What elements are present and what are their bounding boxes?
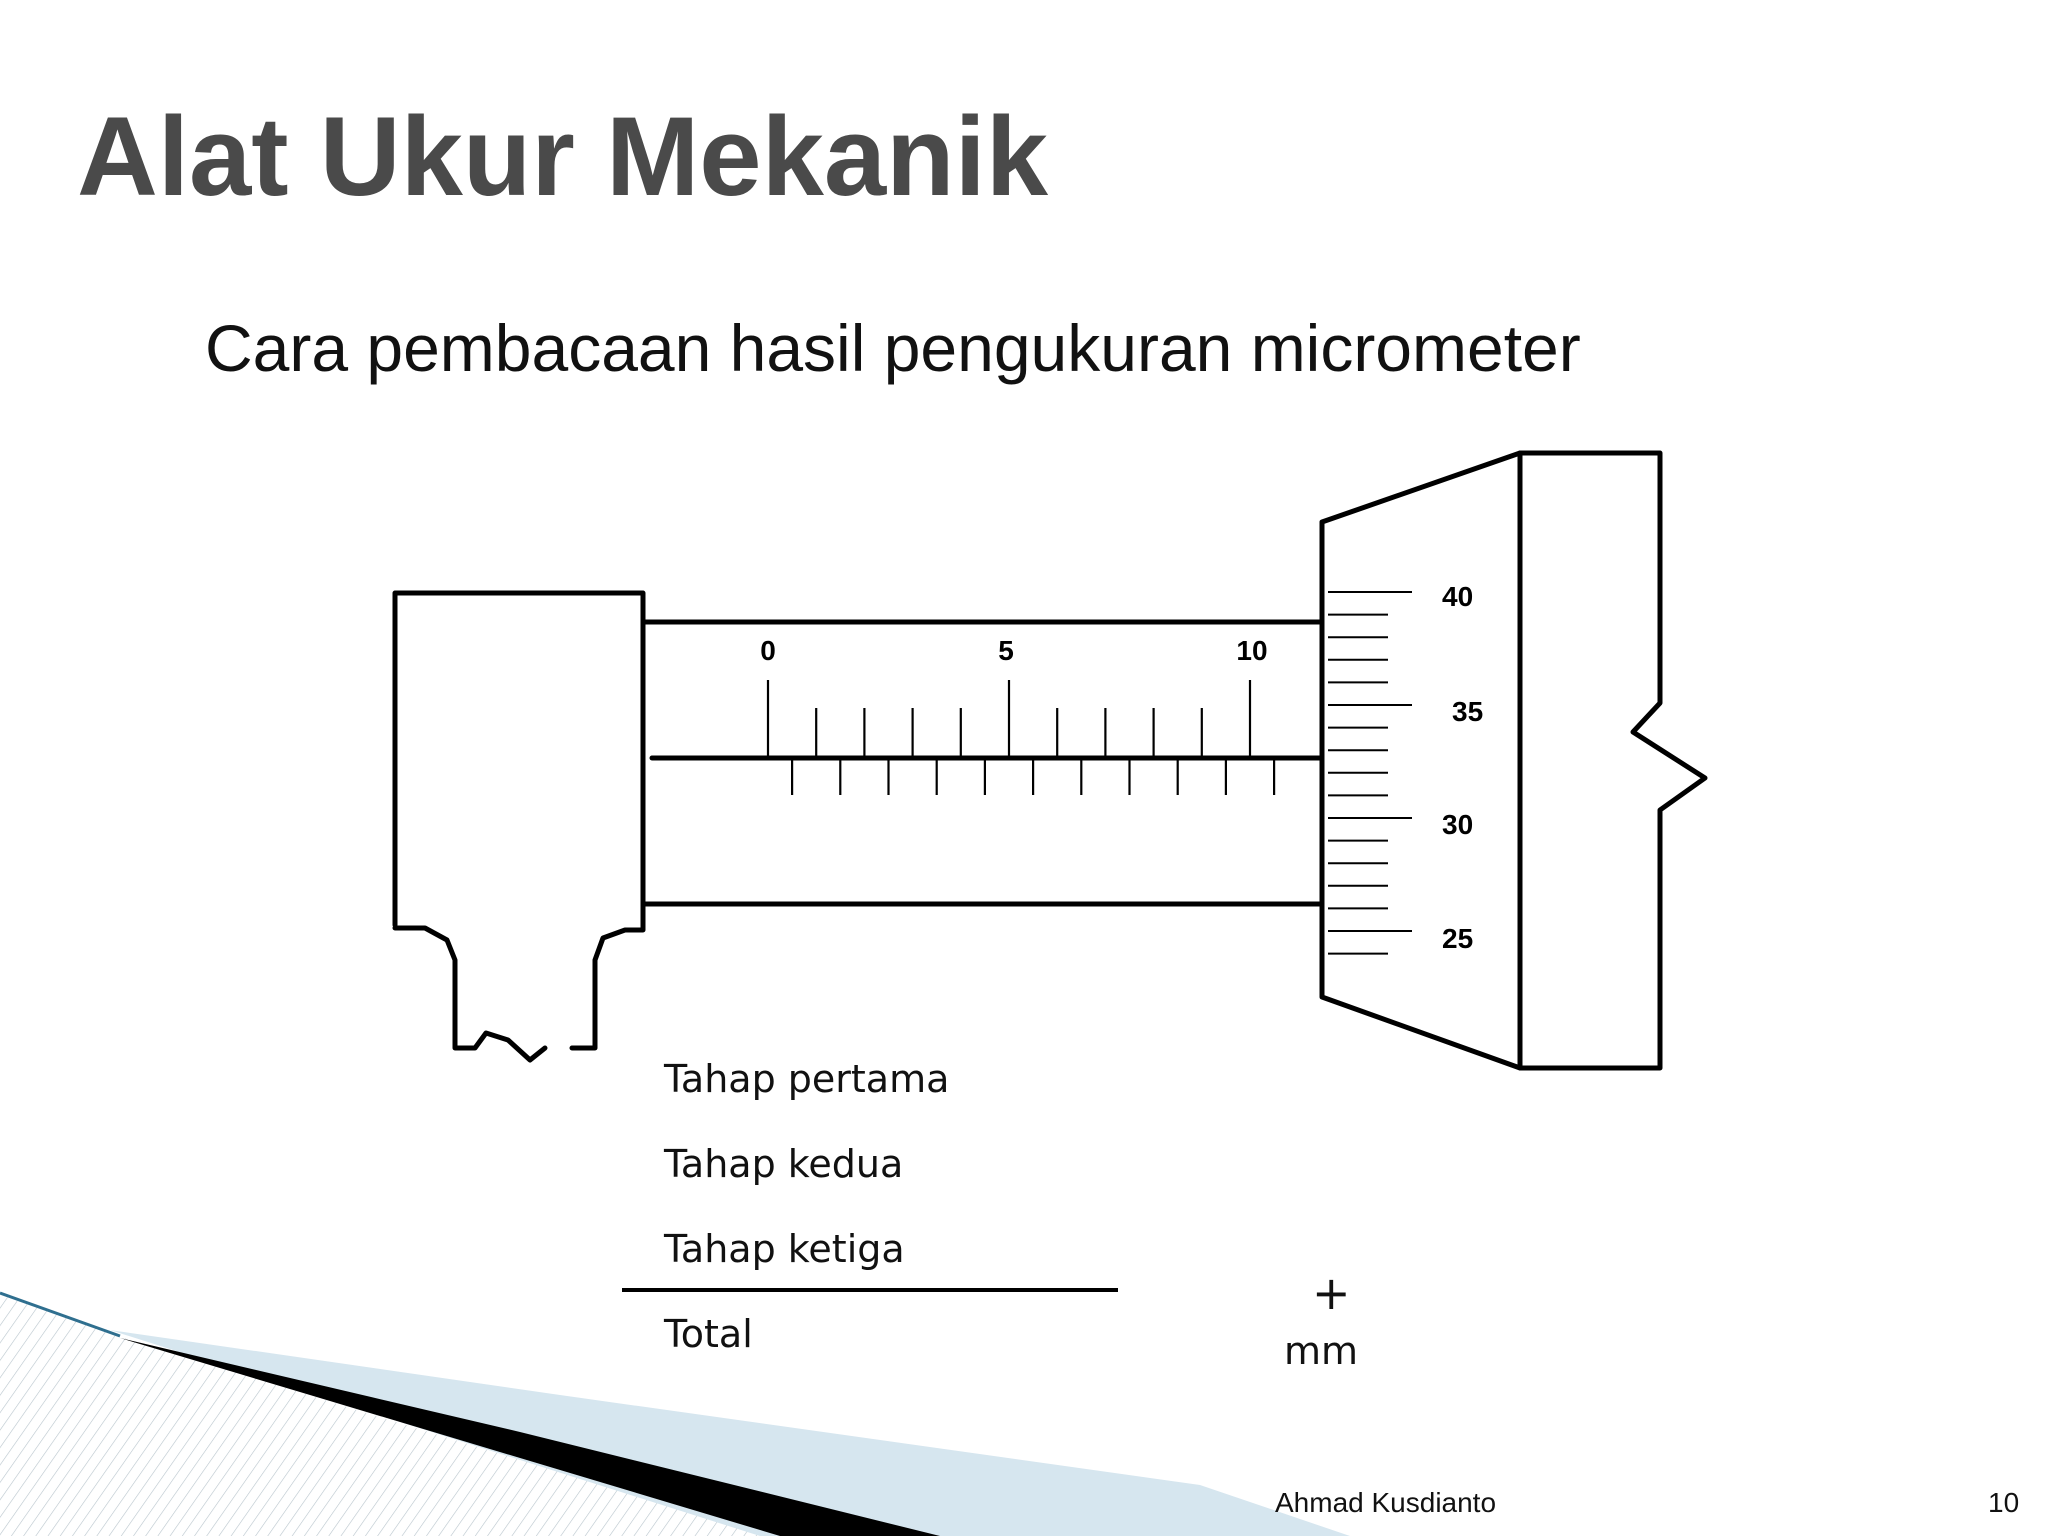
total-label: Total [664, 1312, 753, 1356]
step-third: Tahap ketiga [664, 1227, 905, 1271]
thimble-body [1322, 453, 1520, 1068]
thimble-label-35: 35 [1452, 696, 1484, 727]
unit-fragment-text: mm [1284, 1329, 1359, 1373]
thimble-label-25: 25 [1442, 923, 1474, 954]
slide-subtitle: Cara pembacaan hasil pengukuran micrometer [205, 311, 1581, 385]
sleeve-label-5: 5 [998, 635, 1014, 666]
anvil-block [395, 593, 643, 1060]
ratchet-frame [1520, 453, 1705, 1068]
step-second: Tahap kedua [664, 1142, 904, 1186]
footer-page-number: 10 [1988, 1487, 2020, 1518]
slide-title: Alat Ukur Mekanik [77, 94, 1048, 219]
step-first: Tahap pertama [664, 1057, 950, 1101]
thimble-scale-ticks [1328, 592, 1412, 954]
unit-fragment [1284, 1328, 1359, 1374]
sum-sign: + [1312, 1266, 1351, 1320]
sum-divider-line [622, 1288, 1118, 1292]
sleeve-scale-ticks [768, 680, 1274, 795]
thimble-label-40: 40 [1442, 581, 1474, 612]
sleeve-label-10: 10 [1236, 635, 1268, 666]
sleeve-label-0: 0 [760, 635, 776, 666]
footer-author: Ahmad Kusdianto [1275, 1487, 1497, 1518]
thimble-label-30: 30 [1442, 809, 1474, 840]
